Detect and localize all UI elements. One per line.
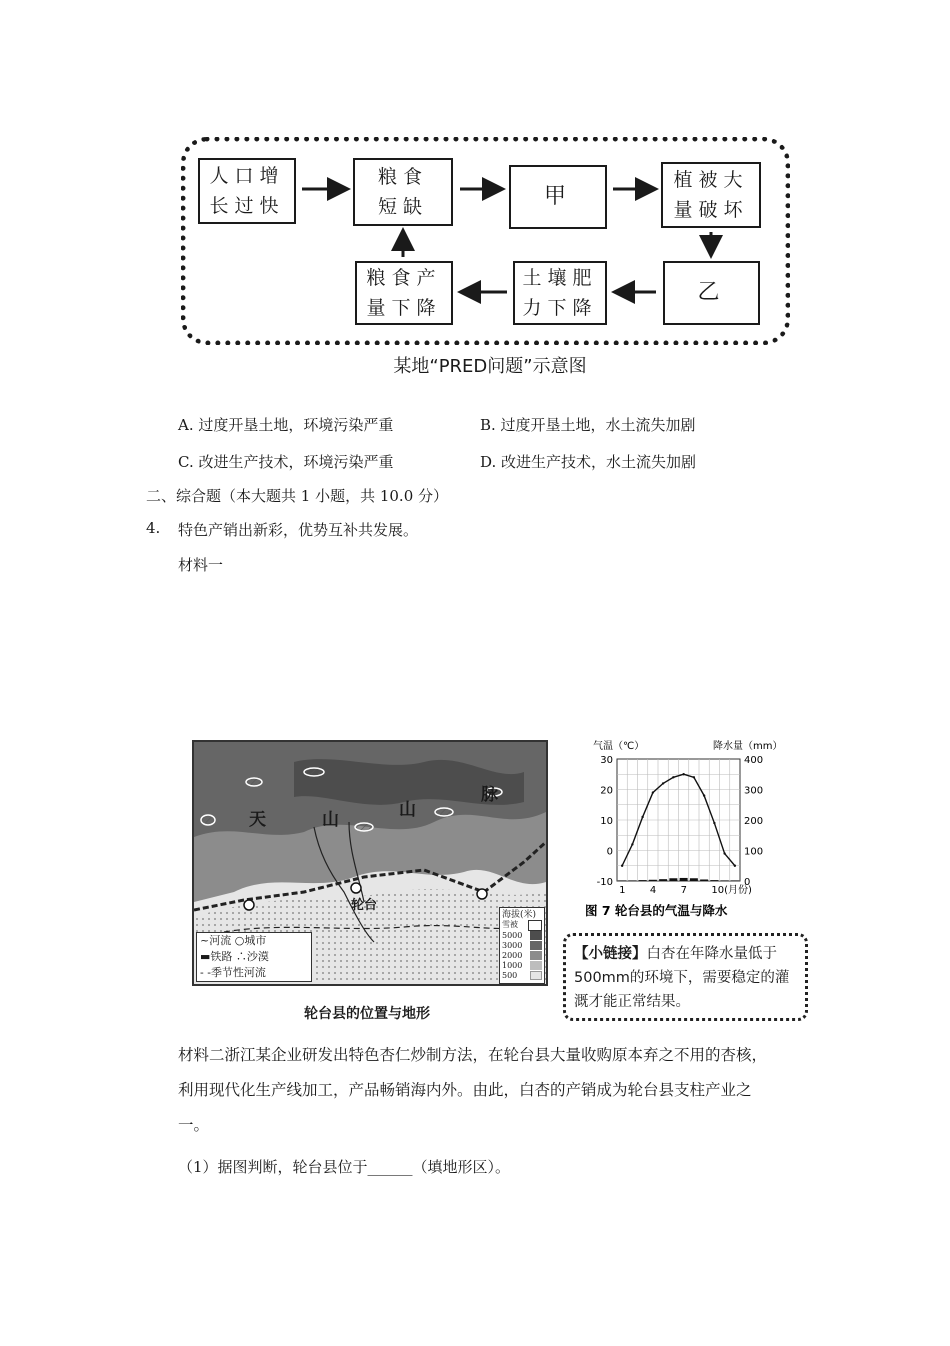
box-food-yield: 粮食产 量下降 [355,261,453,325]
material-two-line-3: 一。 [178,1116,210,1134]
legend-river: 河流 [209,934,232,947]
box-food-shortage: 粮食 短缺 [353,158,453,226]
elevation-swatch-3 [530,951,542,960]
note-text: 白杏在年降水量低于500mm的环境下，需要稳定的灌溉才能正常结果。 [574,946,790,1010]
section-two-heading: 二、综合题（本大题共 1 小题，共 10.0 分） [146,487,449,505]
elevation-level-5: 500 [502,971,518,980]
temperature-point [734,865,736,867]
left-tick-label: -10 [596,877,613,888]
precipitation-bar [710,880,718,881]
temperature-point [641,816,643,818]
temperature-point [672,776,674,778]
climate-chart-svg [565,735,805,920]
right-tick-label: 0 [744,877,751,888]
label-shan-2: 山 [399,800,416,820]
right-tick-label: 100 [744,846,764,858]
legend-railway: 铁路 [210,950,233,963]
elevation-swatch-1 [530,931,542,940]
temperature-point [621,865,623,867]
precipitation-bar [628,880,636,881]
legend-desert: 沙漠 [246,950,269,963]
label-mai: 脉 [481,785,498,805]
precipitation-bar [618,880,626,881]
map-legend [196,932,312,982]
elevation-snow-label: 雪被 [502,920,518,929]
left-tick-label: 30 [600,755,613,766]
precipitation-bar [700,879,708,881]
luntai-map [192,740,548,986]
flowchart-caption: 某地“PRED问题”示意图 [393,356,587,377]
temperature-point [662,782,664,784]
box-population: 人口增 长过快 [198,158,296,224]
temperature-point [682,773,684,775]
note-box [563,933,808,1021]
temperature-point [631,843,633,845]
legend-seasonal-river: 季节性河流 [210,966,266,979]
temperature-point [693,776,695,778]
question-4-number: 4. [146,519,161,537]
snow-swatch [528,920,542,931]
left-axis-title: 气温（℃） [593,741,645,752]
precipitation-bar [690,878,698,881]
map-caption: 轮台县的位置与地形 [304,1006,430,1022]
material-one-label: 材料一 [178,556,224,574]
question-4-title: 特色产销出新彩，优势互补共发展。 [178,521,419,539]
seasonal-river-legend-icon: - - [200,966,211,979]
left-tick-label: 20 [600,785,613,797]
elevation-level-2: 3000 [502,941,523,950]
sub-question-1: （1）据图判断，轮台县位于______（填地形区）。 [178,1158,511,1176]
label-luntai: 轮台 [351,898,378,913]
left-tick-label: 0 [606,846,613,858]
option-c: C. 改进生产技术，环境污染严重 [178,453,394,471]
material-two-line-2: 利用现代化生产线加工，产品畅销海内外。由此，白杏的产销成为轮台县支柱产业之 [178,1081,752,1099]
option-d: D. 改进生产技术，水土流失加剧 [480,453,697,471]
precipitation-bar [669,878,677,881]
right-tick-label: 300 [744,785,764,797]
box-jia: 甲 [509,165,607,229]
precipitation-bar [721,880,729,881]
box-yi: 乙 [663,261,760,325]
precipitation-bar [639,880,647,881]
legend-city: 城市 [244,934,267,947]
label-tian: 天 [249,810,266,830]
elevation-level-1: 5000 [502,931,523,940]
box-soil: 土壤肥 力下降 [513,261,607,325]
city-legend-icon: ○ [234,934,245,947]
river-legend-icon: ~ [200,934,210,947]
x-tick-label: 4 [649,885,657,896]
x-tick-label: 10(月份) [711,885,752,896]
elevation-swatch-5 [530,971,542,980]
box-vegetation: 植被大 量破坏 [661,162,761,228]
label-shan-1: 山 [322,810,339,830]
climate-chart-caption: 图 7 轮台县的气温与降水 [585,903,728,918]
temperature-point [703,794,705,796]
elevation-level-4: 1000 [502,961,523,970]
precipitation-bar [680,878,688,881]
precipitation-bar [659,879,667,881]
x-tick-label: 7 [680,885,687,896]
precipitation-bar [731,880,739,881]
right-tick-label: 200 [744,816,764,827]
temperature-point [652,791,654,793]
elevation-legend [499,907,545,984]
left-tick-label: 10 [600,816,613,827]
option-b: B. 过度开垦土地，水土流失加剧 [480,416,696,434]
precipitation-bar [649,880,657,881]
flowchart-arrows [0,0,950,380]
elevation-level-3: 2000 [502,951,523,960]
elevation-legend-title: 海拔(米) [502,910,537,920]
desert-legend-icon: ∴ [235,950,247,963]
climate-chart [565,735,805,920]
right-axis-title: 降水量（mm） [713,741,783,752]
x-tick-label: 1 [619,885,626,896]
note-heading: 【小链接】 [574,946,647,962]
temperature-point [723,852,725,854]
right-tick-label: 400 [744,755,764,766]
temperature-point [713,822,715,824]
material-two-line-1: 材料二浙江某企业研发出特色杏仁炒制方法，在轮台县大量收购原本弃之不用的杏核， [178,1046,768,1064]
elevation-swatch-2 [530,941,542,950]
elevation-swatch-4 [530,961,542,970]
option-a: A. 过度开垦土地，环境污染严重 [178,416,394,434]
railway-legend-icon: ▬ [200,950,211,963]
